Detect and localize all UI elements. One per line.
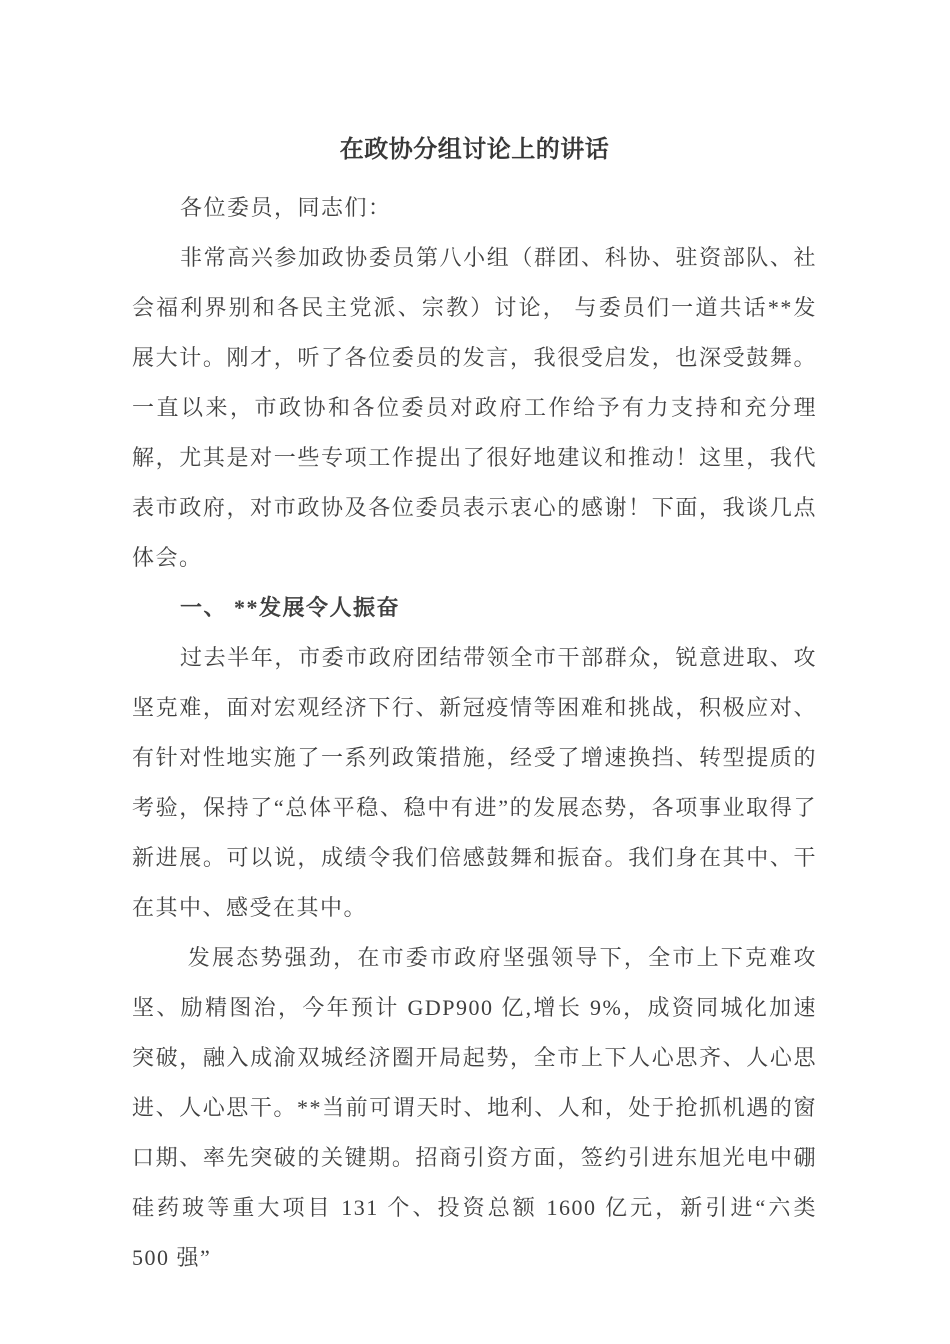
paragraph-body: 发展态势强劲，在市委市政府坚强领导下，全市上下克难攻坚、励精图治，今年预计 GDP900 亿,增长 9%，成资同城化加速突破，融入成渝双城经济圈开局起势，全市上下人心思齐、人心思进、人心思干。**当前可谓天时、地利、人和，处于抢抓机遇的窗口期、率先突破的关键期。招商引资方面，签约引进东旭光电中硼硅药玻等重大项目 131 个、投资总额 1600 亿元，新引进“六类 500 强” <box>132 945 817 1270</box>
paragraph-body: 过去半年，市委市政府团结带领全市干部群众，锐意进取、攻坚克难，面对宏观经济下行、新冠疫情等困难和挑战，积极应对、有针对性地实施了一系列政策措施，经受了增速换挡、转型提质的考验，保持了“总体平稳、稳中有进”的发展态势，各项事业取得了新进展。可以说，成绩令我们倍感鼓舞和振奋。我们身在其中、干在其中、感受在其中。 <box>132 645 817 920</box>
paragraph-salutation: 各位委员，同志们： <box>180 195 392 220</box>
document-body <box>132 183 817 1283</box>
paragraph-body: 非常高兴参加政协委员第八小组（群团、科协、驻资部队、社会福利界别和各民主党派、宗教）讨论， 与委员们一道共话**发展大计。刚才，听了各位委员的发言，我很受启发，也深受鼓舞。一直以来，市政协和各位委员对政府工作给予有力支持和充分理解，尤其是对一些专项工作提出了很好地建议和推动！这里，我代表市政府，对市政协及各位委员表示衷心的感谢！下面，我谈几点体会。 <box>132 245 817 570</box>
paragraph-heading: 一、 **发展令人振奋 <box>180 595 401 620</box>
document-title: 在政协分组讨论上的讲话 <box>339 137 610 163</box>
